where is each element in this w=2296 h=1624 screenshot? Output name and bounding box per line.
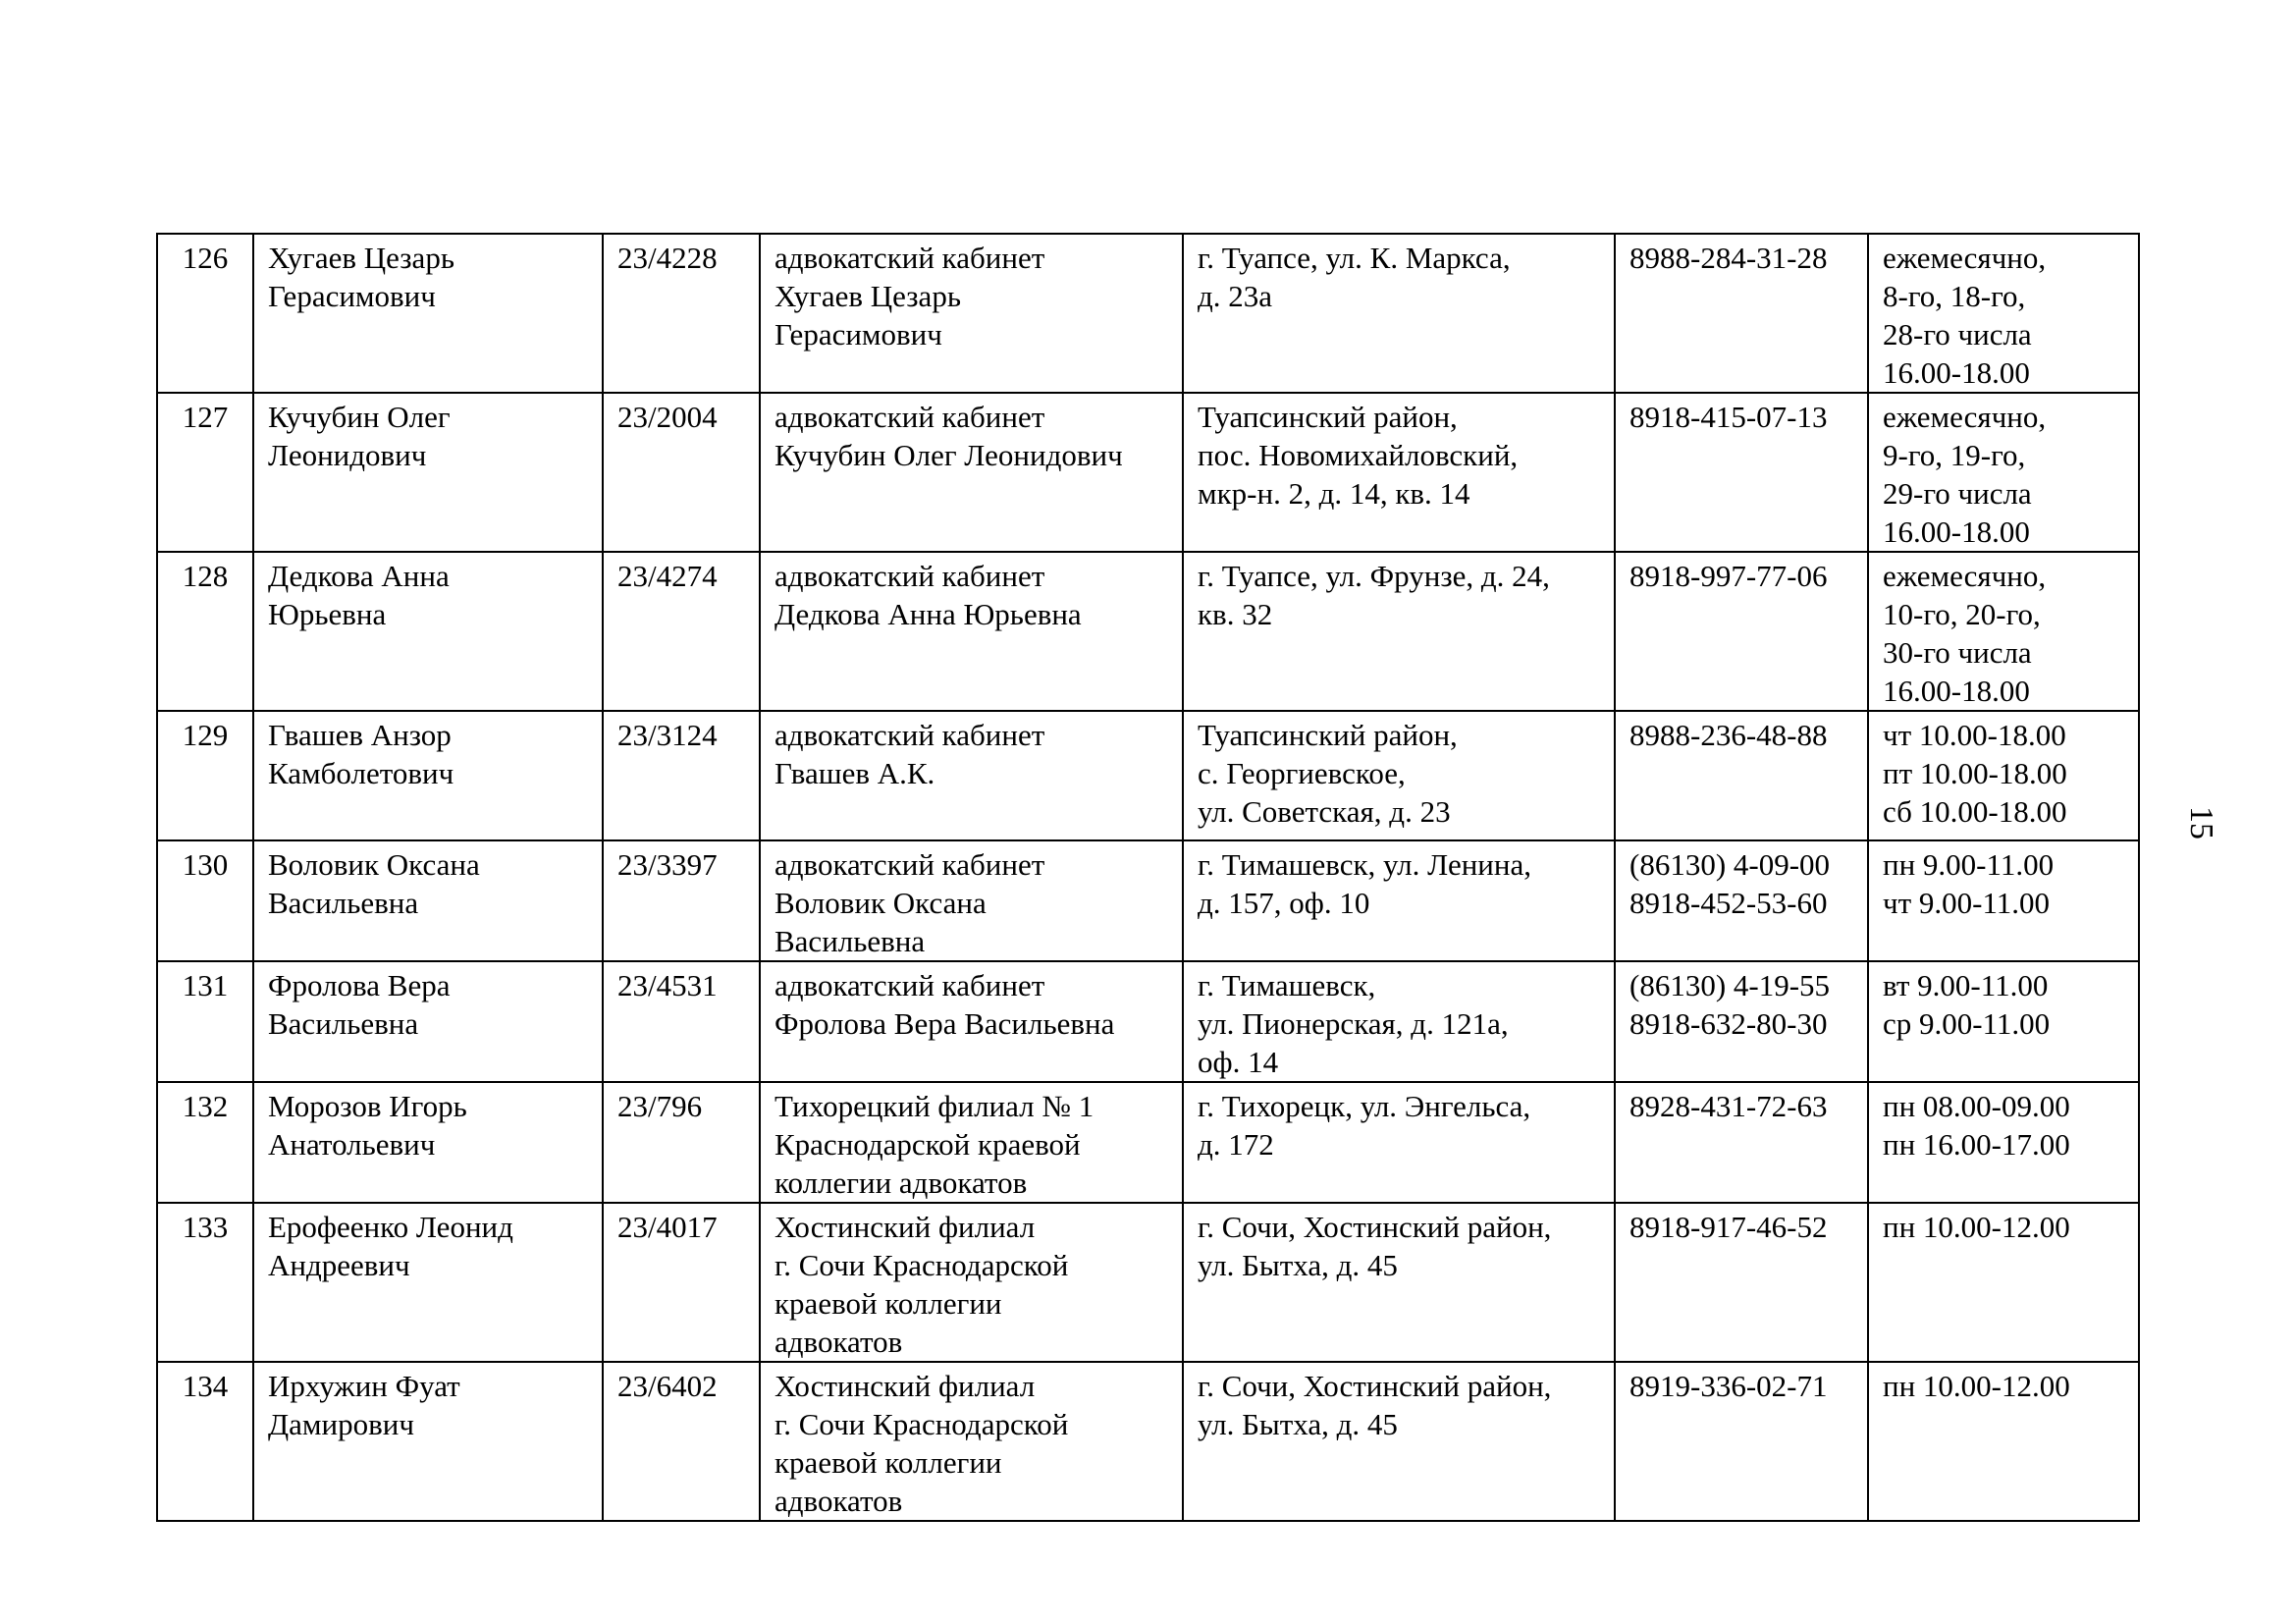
registry-number: 23/4228 [603,234,760,393]
row-number: 134 [157,1362,253,1521]
address: г. Тимашевск, ул. Ленина, д. 157, оф. 10 [1183,840,1615,961]
phone: (86130) 4-19-55 8918-632-80-30 [1615,961,1868,1082]
organization: адвокатский кабинет Хугаев Цезарь Герасимович [760,234,1183,393]
address: г. Сочи, Хостинский район, ул. Бытха, д. 45 [1183,1362,1615,1521]
table-row [157,1362,2139,1521]
registry-number: 23/3124 [603,711,760,840]
advocate-name: Хугаев Цезарь Герасимович [253,234,603,393]
address: Туапсинский район, пос. Новомихайловский, мкр-н. 2, д. 14, кв. 14 [1183,393,1615,552]
advocate-name: Дедкова Анна Юрьевна [253,552,603,711]
table-row [157,1203,2139,1362]
organization: Тихорецкий филиал № 1 Краснодарской краевой коллегии адвокатов [760,1082,1183,1203]
phone: 8988-284-31-28 [1615,234,1868,393]
registry-number: 23/3397 [603,840,760,961]
registry-number: 23/4531 [603,961,760,1082]
schedule: пн 9.00-11.00 чт 9.00-11.00 [1868,840,2139,961]
table-row [157,393,2139,552]
schedule: чт 10.00-18.00 пт 10.00-18.00 сб 10.00-18.00 [1868,711,2139,840]
address: г. Сочи, Хостинский район, ул. Бытха, д. 45 [1183,1203,1615,1362]
address: Туапсинский район, с. Георгиевское, ул. Советская, д. 23 [1183,711,1615,840]
schedule: пн 08.00-09.00 пн 16.00-17.00 [1868,1082,2139,1203]
registry-number: 23/2004 [603,393,760,552]
table-row [157,961,2139,1082]
row-number: 130 [157,840,253,961]
schedule: ежемесячно, 10-го, 20-го, 30-го числа 16.00-18.00 [1868,552,2139,711]
organization: адвокатский кабинет Дедкова Анна Юрьевна [760,552,1183,711]
schedule: пн 10.00-12.00 [1868,1203,2139,1362]
table-row [157,1082,2139,1203]
row-number: 132 [157,1082,253,1203]
address: г. Туапсе, ул. К. Маркса, д. 23а [1183,234,1615,393]
phone: (86130) 4-09-00 8918-452-53-60 [1615,840,1868,961]
phone: 8928-431-72-63 [1615,1082,1868,1203]
row-number: 133 [157,1203,253,1362]
organization: Хостинский филиал г. Сочи Краснодарской краевой коллегии адвокатов [760,1362,1183,1521]
row-number: 131 [157,961,253,1082]
organization: адвокатский кабинет Гвашев А.К. [760,711,1183,840]
row-number: 129 [157,711,253,840]
table-row [157,552,2139,711]
registry-number: 23/4017 [603,1203,760,1362]
advocate-name: Морозов Игорь Анатольевич [253,1082,603,1203]
page-number: 15 [2183,806,2219,839]
advocate-name: Воловик Оксана Васильевна [253,840,603,961]
advocates-table [156,233,2140,1522]
schedule: пн 10.00-12.00 [1868,1362,2139,1521]
organization: Хостинский филиал г. Сочи Краснодарской краевой коллегии адвокатов [760,1203,1183,1362]
row-number: 128 [157,552,253,711]
phone: 8918-917-46-52 [1615,1203,1868,1362]
organization: адвокатский кабинет Кучубин Олег Леонидович [760,393,1183,552]
table-row [157,711,2139,840]
phone: 8988-236-48-88 [1615,711,1868,840]
schedule: ежемесячно, 8-го, 18-го, 28-го числа 16.00-18.00 [1868,234,2139,393]
phone: 8919-336-02-71 [1615,1362,1868,1521]
organization: адвокатский кабинет Воловик Оксана Васильевна [760,840,1183,961]
registry-number: 23/6402 [603,1362,760,1521]
table-row [157,840,2139,961]
table-row [157,234,2139,393]
advocate-name: Ирхужин Фуат Дамирович [253,1362,603,1521]
row-number: 127 [157,393,253,552]
advocate-name: Фролова Вера Васильевна [253,961,603,1082]
address: г. Туапсе, ул. Фрунзе, д. 24, кв. 32 [1183,552,1615,711]
address: г. Тимашевск, ул. Пионерская, д. 121а, оф. 14 [1183,961,1615,1082]
advocate-name: Ерофеенко Леонид Андреевич [253,1203,603,1362]
schedule: ежемесячно, 9-го, 19-го, 29-го числа 16.00-18.00 [1868,393,2139,552]
phone: 8918-997-77-06 [1615,552,1868,711]
advocate-name: Кучубин Олег Леонидович [253,393,603,552]
advocate-name: Гвашев Анзор Камболетович [253,711,603,840]
registry-number: 23/4274 [603,552,760,711]
registry-number: 23/796 [603,1082,760,1203]
schedule: вт 9.00-11.00 ср 9.00-11.00 [1868,961,2139,1082]
address: г. Тихорецк, ул. Энгельса, д. 172 [1183,1082,1615,1203]
phone: 8918-415-07-13 [1615,393,1868,552]
organization: адвокатский кабинет Фролова Вера Васильевна [760,961,1183,1082]
row-number: 126 [157,234,253,393]
